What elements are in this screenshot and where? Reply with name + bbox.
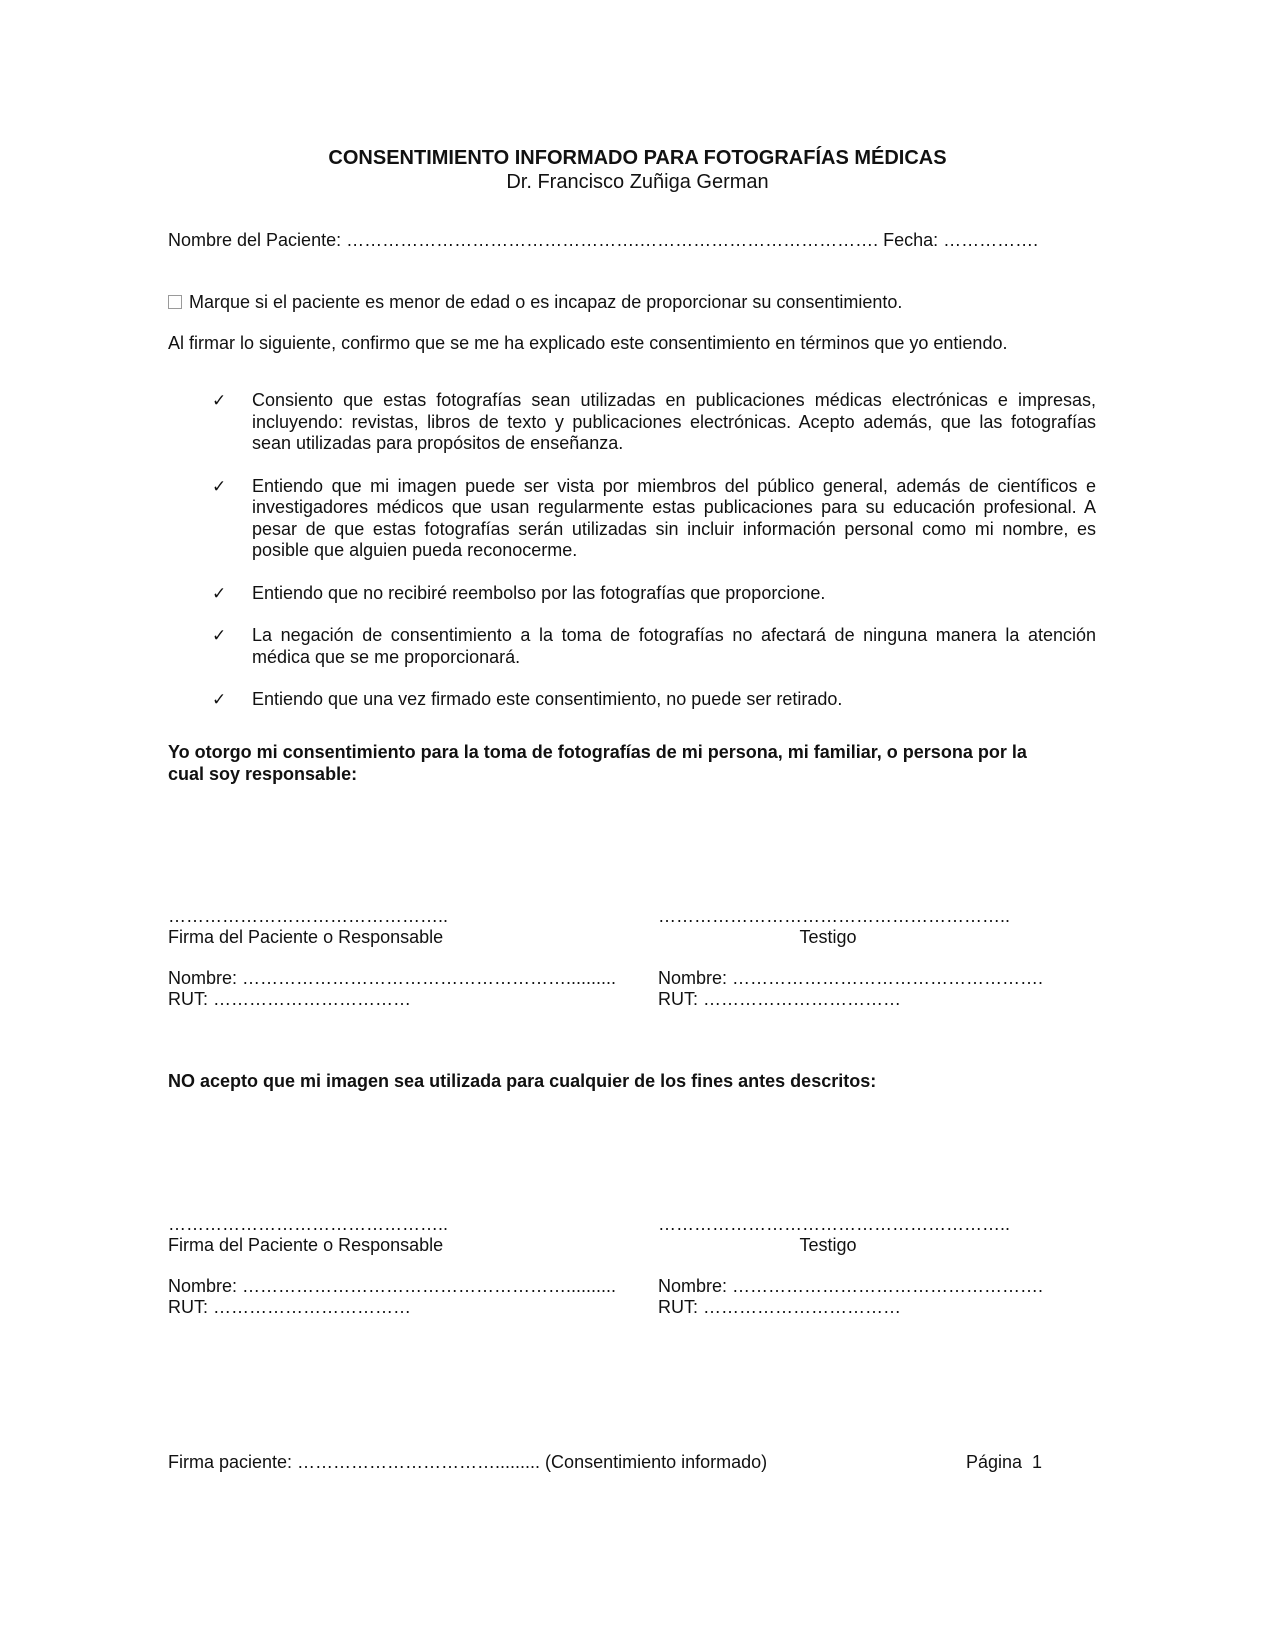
document-subtitle: Dr. Francisco Zuñiga German [506, 171, 769, 193]
list-item [212, 390, 1096, 455]
list-item [212, 476, 1096, 562]
list-item [212, 583, 1096, 605]
refusal-heading: NO acepto que mi imagen sea utilizada para cualquier de los fines antes descritos: [168, 1071, 877, 1091]
patient-rut-field[interactable]: RUT: …………………………… [168, 989, 411, 1009]
patient-signature-label: Firma del Paciente o Responsable [168, 1235, 444, 1255]
checkmark-icon: ✓ [212, 690, 227, 709]
witness-name-field[interactable]: Nombre: ……………………………………………. [658, 968, 1044, 988]
bullet-text: La negación de consentimiento a la toma de fotografías no afectará de ninguna manera la atención médica que se me proporcionará. [252, 625, 1096, 667]
bullet-text: Entiendo que no recibiré reembolso por las fotografías que proporcione. [252, 582, 826, 603]
list-item [212, 625, 1096, 668]
minor-checkbox-label: Marque si el paciente es menor de edad o es incapaz de proporcionar su consentimiento. [189, 292, 903, 312]
bullet-text: Consiento que estas fotografías sean utilizadas en publicaciones médicas electrónicas e impresas, incluyendo: revistas, libros de texto y publicaciones electrónicas. Acepto además, que las fotografías sean utilizadas para propósitos de enseñanza. [252, 390, 1096, 453]
consent-bullet-list [212, 390, 1096, 732]
patient-signature-line[interactable]: ……………………………………….. [168, 1214, 449, 1234]
patient-signature-line[interactable]: ……………………………………….. [168, 906, 449, 926]
checkbox-icon[interactable] [168, 295, 182, 309]
checkmark-icon: ✓ [212, 391, 227, 410]
witness-rut-field[interactable]: RUT: …………………………… [658, 989, 901, 1009]
patient-name-field[interactable]: Nombre: ……………………………………………….......... [168, 1276, 617, 1296]
witness-signature-line[interactable]: ………………………………………………….. [658, 1214, 1011, 1234]
patient-name-date-line: Nombre del Paciente: ………………………………………….…………………………………. Fecha: ……………. [168, 230, 1039, 250]
document-title: CONSENTIMIENTO INFORMADO PARA FOTOGRAFÍAS MÉDICAS [328, 147, 947, 169]
witness-rut-field[interactable]: RUT: …………………………… [658, 1297, 901, 1317]
page-number: Página 1 [965, 1452, 1042, 1472]
witness-signature-line[interactable]: ………………………………………………….. [658, 906, 1011, 926]
bullet-text: Entiendo que mi imagen puede ser vista por miembros del público general, además de científicos e investigadores médicos que usan regularmente estas publicaciones para su educación profesional. A pesar de que estas fotografías serán utilizadas sin incluir información personal como mi nombre, es posible que alguien pueda reconocerme. [252, 475, 1096, 560]
witness-signature-label: Testigo [799, 927, 857, 947]
checkmark-icon: ✓ [212, 626, 227, 645]
checkmark-icon: ✓ [212, 583, 227, 603]
footer-signature: Firma paciente: ……………………………......... (Consentimiento informado) [168, 1452, 768, 1472]
witness-signature-label: Testigo [799, 1235, 857, 1255]
checkmark-icon: ✓ [212, 476, 227, 496]
patient-rut-field[interactable]: RUT: …………………………… [168, 1297, 411, 1317]
intro-paragraph: Al firmar lo siguiente, confirmo que se me ha explicado este consentimiento en términos que yo entiendo. [168, 333, 1008, 353]
patient-signature-label: Firma del Paciente o Responsable [168, 927, 444, 947]
minor-checkbox-row[interactable] [168, 291, 902, 313]
witness-name-field[interactable]: Nombre: ……………………………………………. [658, 1276, 1044, 1296]
bullet-text: Entiendo que una vez firmado este consentimiento, no puede ser retirado. [252, 689, 843, 709]
patient-name-field[interactable]: Nombre: ……………………………………………….......... [168, 968, 617, 988]
consent-heading: Yo otorgo mi consentimiento para la toma de fotografías de mi persona, mi familiar, o persona por la cual soy responsable: [168, 742, 1027, 784]
list-item [212, 689, 1096, 711]
